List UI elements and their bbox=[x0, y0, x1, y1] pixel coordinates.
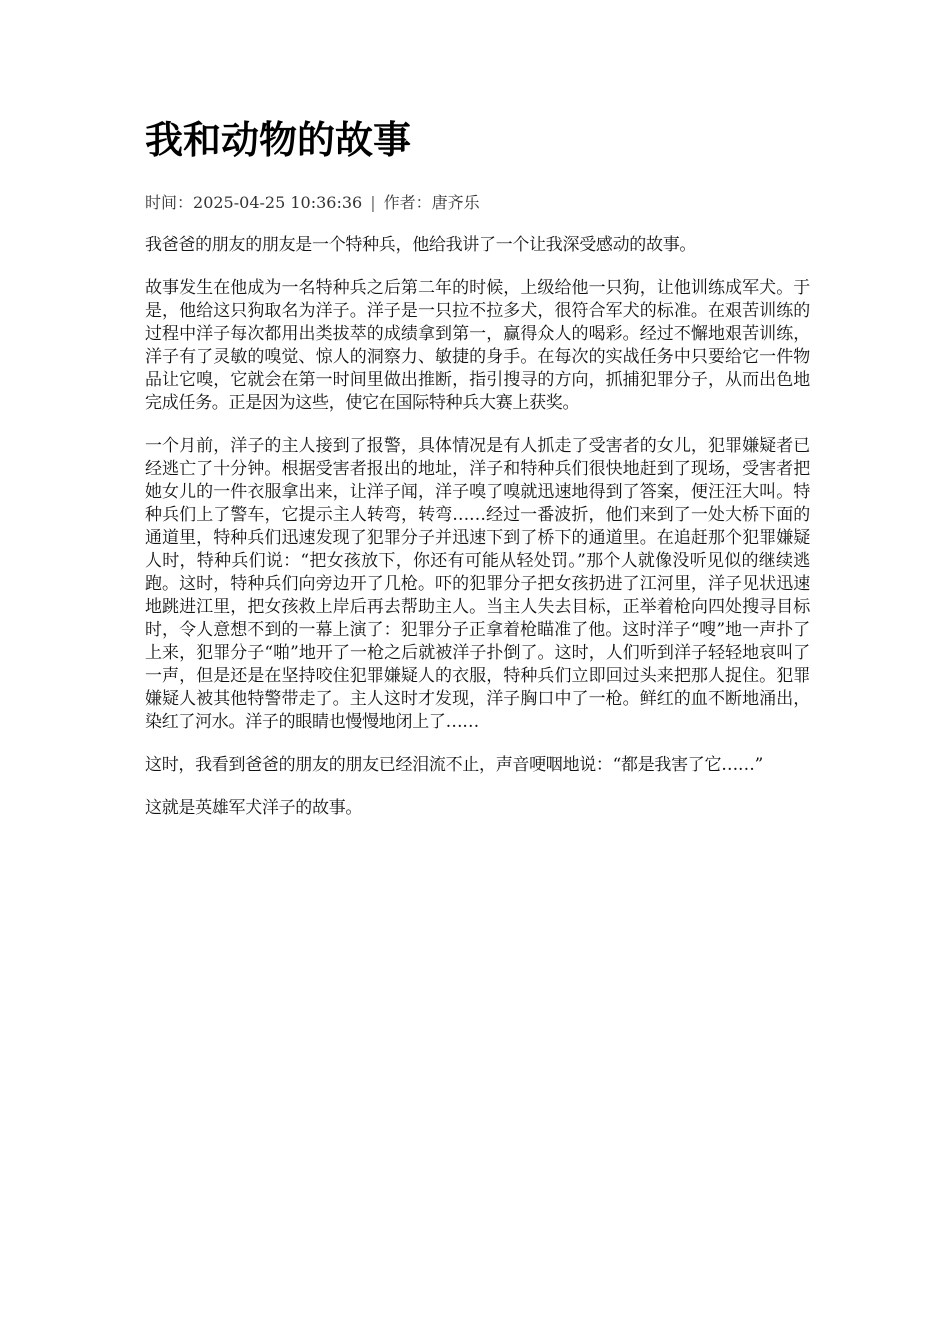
time-value: 2025-04-25 10:36:36 bbox=[193, 193, 363, 212]
author-label: 作者： bbox=[383, 193, 432, 212]
meta-separator: | bbox=[370, 193, 376, 212]
paragraph-conclusion: 这就是英雄军犬洋子的故事。 bbox=[145, 798, 363, 818]
paragraph-rescue: 一个月前，洋子的主人接到了报警，具体情况是有人抓走了受害者的女儿，犯罪嫌疑者已经逃亡了十分钟。根据受害者报出的地址，洋子和特种兵们很快地赶到了现场，受害者把她女儿的一件衣服拿出来，让洋子闻，洋子嗅了嗅就迅速地得到了答案，便汪汪大叫。特种兵们上了警车，它提示主人转弯，转弯……经过一番波折，他们来到了一处大桥下面的通道里，特种兵们迅速发现了犯罪分子并迅速下到了桥下的通道里。在追赶那个犯罪嫌疑人时，特种兵们说：“把女孩放下，你还有可能从轻处罚。”那个人就像没听见似的继续逃跑。这时，特种兵们向旁边开了几枪。吓的犯罪分子把女孩扔进了江河里，洋子见状迅速地跳进江里，把女孩救上岸后再去帮助主人。当主人失去目标，正举着枪向四处搜寻目标时，令人意想不到的一幕上演了：犯罪分子正拿着枪瞄准了他。这时洋子“嗖”地一声扑了上来，犯罪分子“啪”地开了一枪之后就被洋子扑倒了。这时，人们听到洋子轻轻地哀叫了一声，但是还是在坚持咬住犯罪嫌疑人的衣服，特种兵们立即回过头来把那人捉住。犯罪嫌疑人被其他特警带走了。主人这时才发现，洋子胸口中了一枪。鲜红的血不断地涌出，染红了河水。洋子的眼睛也慢慢地闭上了…… bbox=[145, 436, 810, 732]
author-value: 唐齐乐 bbox=[431, 193, 480, 212]
article-meta bbox=[145, 190, 810, 216]
paragraph-intro: 我爸爸的朋友的朋友是一个特种兵，他给我讲了一个让我深受感动的故事。 bbox=[145, 235, 697, 255]
article-body bbox=[145, 234, 810, 820]
paragraph-background: 故事发生在他成为一名特种兵之后第二年的时候，上级给他一只狗，让他训练成军犬。于是，他给这只狗取名为洋子。洋子是一只拉不拉多犬，很符合军犬的标准。在艰苦训练的过程中洋子每次都用出类拔萃的成绩拿到第一，赢得众人的喝彩。经过不懈地艰苦训练，洋子有了灵敏的嗅觉、惊人的洞察力、敏捷的身手。在每次的实战任务中只要给它一件物品让它嗅，它就会在第一时间里做出推断，指引搜寻的方向，抓捕犯罪分子，从而出色地完成任务。正是因为这些，使它在国际特种兵大赛上获奖。 bbox=[145, 278, 810, 413]
article-title: 我和动物的故事 bbox=[145, 117, 412, 162]
article-page bbox=[145, 112, 810, 840]
paragraph-reflection: 这时，我看到爸爸的朋友的朋友已经泪流不止，声音哽咽地说：“都是我害了它……” bbox=[145, 755, 763, 775]
time-label: 时间： bbox=[145, 193, 194, 212]
